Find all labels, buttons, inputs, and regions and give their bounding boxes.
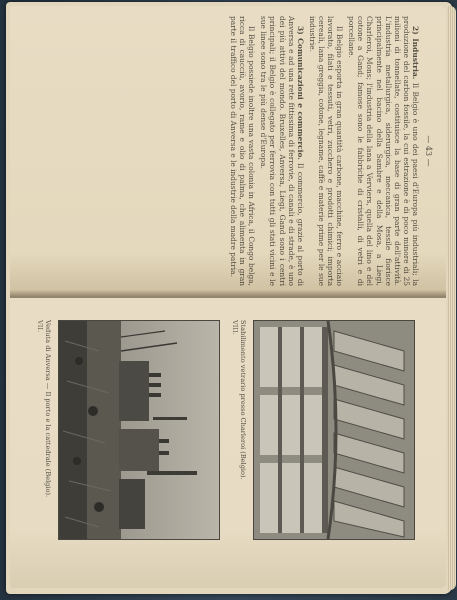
paragraph-body: Il Belgio possiede inoltre una vasta colonia in Africa, il Congo belga, ricca di caucciù, avorio, rame e olio di palma, che alimenta in gran parte il traffico del porto di Anversa e le industrie della madre patria. [229, 16, 257, 286]
paragraph-colonia [229, 16, 256, 286]
city-photo-image [59, 321, 219, 539]
page-edges [448, 6, 456, 590]
paragraph-lead: 2) Industria. [410, 26, 420, 80]
paragraph-lead: 3) Comunicazioni e commercio. [295, 26, 305, 160]
paragraph-industria [347, 16, 420, 286]
paragraph-body: Il Belgio è uno dei paesi d'Europa più industriali; la produzione del carbon fossile, la cui estrazione è di poco minore di 25 milioni di tonnellate, costituisce la base di gran parte dell'attività. L'industria metallurgica, siderurgica, meccanica, tessile fiorisce principalmente nel bacino della Sambre e della Mosa, a Liegi, Charleroi, Mons; l'industria della lana a Verviers, quella del lino e del cotone a Gand; famose sono le fabbriche di cristalli, di vetri e di porcellane. [347, 16, 420, 286]
paragraph-body: Il Belgio esporta in gran quantità carbone, macchine, ferro e acciaio lavorato, filati e tessuti, vetri, zucchero e prodotti chimici; importa cereali, lana greggia, cotone, legname, caffè e materie prime per le sue industrie. [307, 16, 345, 286]
plate-number-left: VII. [36, 320, 44, 333]
factory-photo-image [254, 321, 414, 539]
paragraph-body: Il commercio, grazie al porto di Anversa e ad una rete fittissima di ferrovie, di canali e di strade, è uno dei più attivi del mondo. Bruxelles, Anversa, Liegi, Gand sono i centri principali; il Belgio è collegato per ferrovia con tutti gli stati vicini e le sue linee sono tra le più dense d'Europa. [259, 16, 305, 286]
text-page [10, 6, 446, 296]
paragraph-comunicazioni [259, 16, 304, 286]
plate-number-right: VIII. [231, 320, 239, 335]
paragraph-exports [308, 16, 344, 286]
photo-plate-city [58, 320, 220, 540]
page-folio: — 43 — [424, 135, 433, 167]
plate-caption-right: Stabilimento vetrario presso Charleroi (Belgio). [239, 320, 247, 480]
page-text-block [23, 16, 433, 286]
photo-plate-factory [253, 320, 415, 540]
plate-caption-left: Veduta di Anversa — Il porto e la cattedrale (Belgio). [44, 320, 52, 498]
